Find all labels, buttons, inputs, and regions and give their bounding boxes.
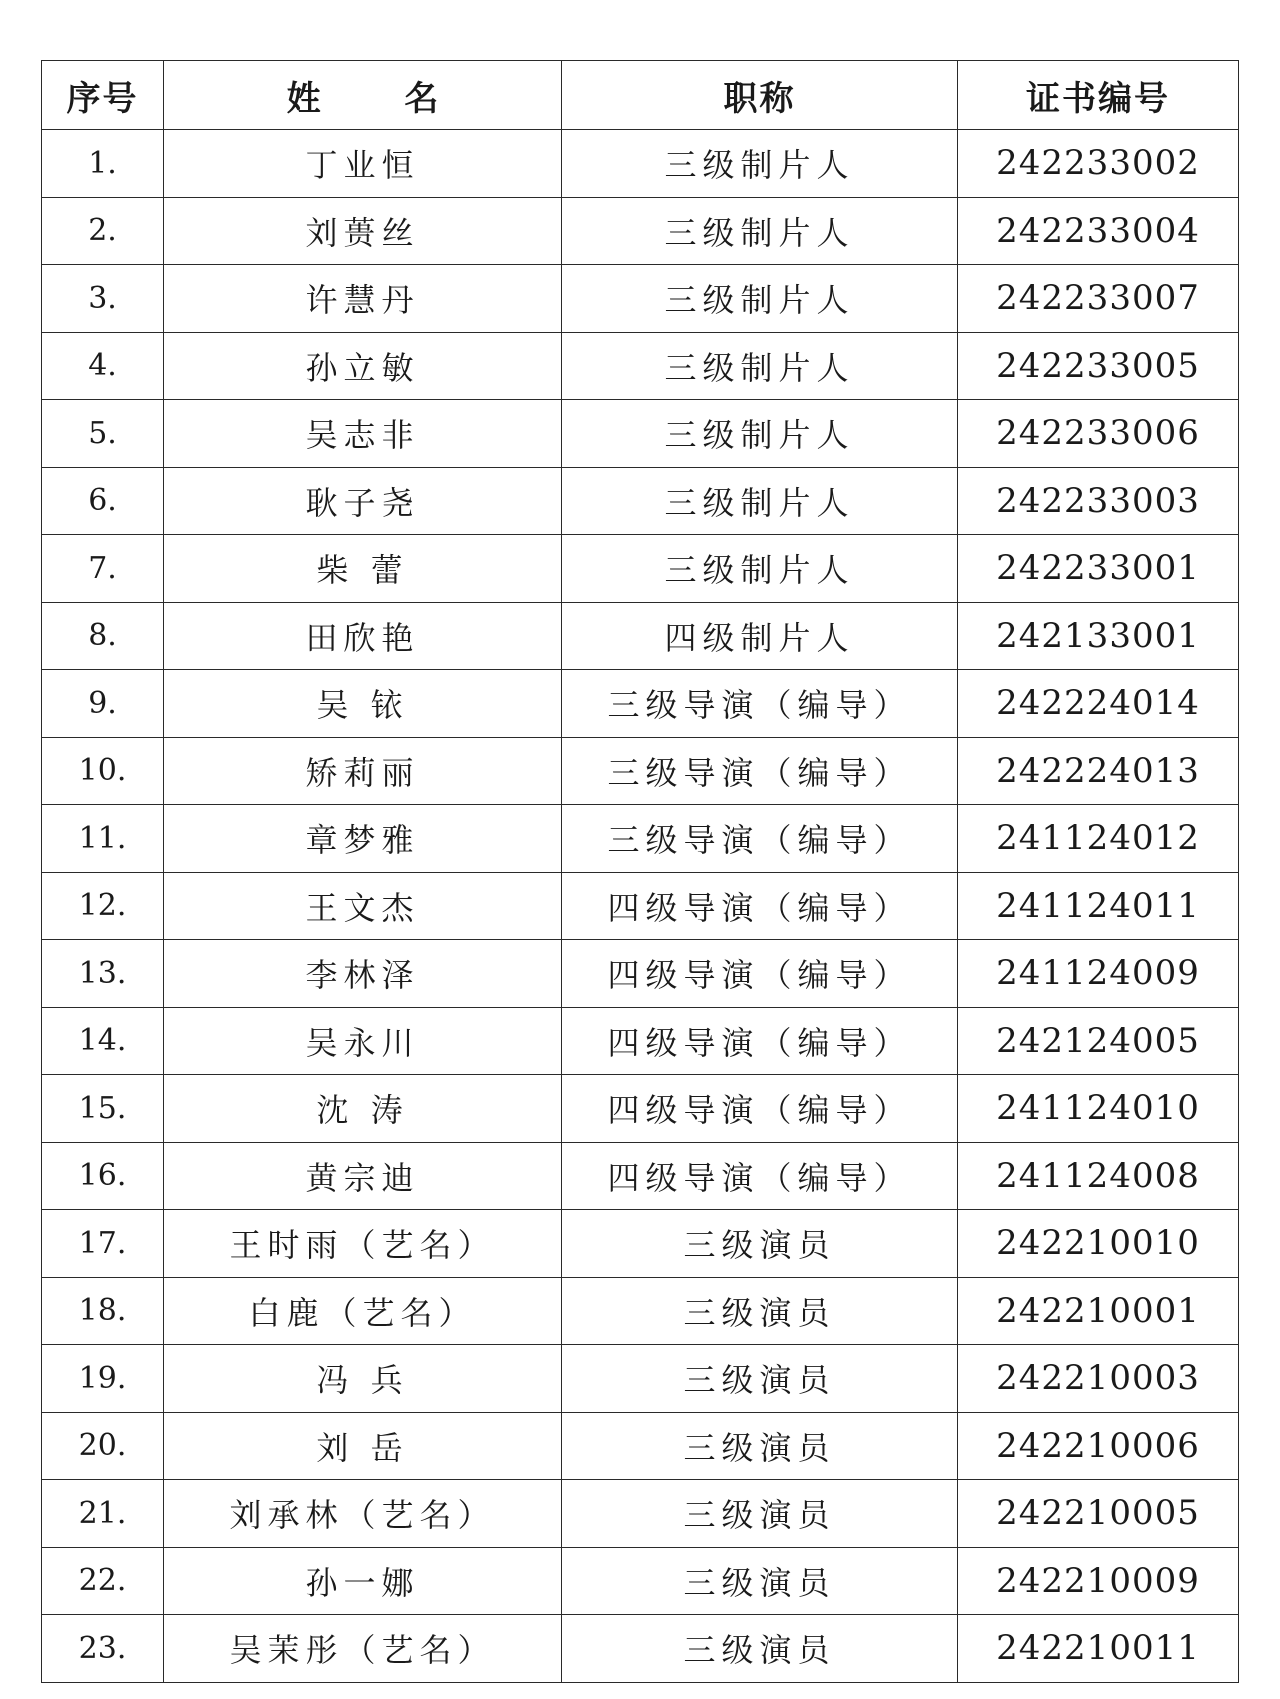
cell-seq: 23. xyxy=(42,1615,164,1683)
table-row xyxy=(42,670,1239,738)
table-row xyxy=(42,1142,1239,1210)
cell-seq: 22. xyxy=(42,1547,164,1615)
table-row xyxy=(42,1007,1239,1075)
cell-seq: 12. xyxy=(42,872,164,940)
cell-title: 三级制片人 xyxy=(562,467,958,535)
cell-title: 三级演员 xyxy=(562,1547,958,1615)
cell-cert: 242210011 xyxy=(958,1615,1239,1683)
cell-name: 田欣艳 xyxy=(164,602,562,670)
cell-seq: 5. xyxy=(42,400,164,468)
cell-seq: 18. xyxy=(42,1277,164,1345)
cell-seq: 4. xyxy=(42,332,164,400)
table-row xyxy=(42,332,1239,400)
cell-seq: 10. xyxy=(42,737,164,805)
cell-cert: 242233002 xyxy=(958,130,1239,198)
cell-cert: 242124005 xyxy=(958,1007,1239,1075)
certificate-list-sheet xyxy=(41,60,1239,1683)
cell-name: 章梦雅 xyxy=(164,805,562,873)
cell-name: 吴志非 xyxy=(164,400,562,468)
cell-name: 李林泽 xyxy=(164,940,562,1008)
table-row xyxy=(42,940,1239,1008)
table-row xyxy=(42,1547,1239,1615)
cell-seq: 20. xyxy=(42,1412,164,1480)
cell-name: 吴茉彤（艺名） xyxy=(164,1615,562,1683)
cell-title: 三级制片人 xyxy=(562,535,958,603)
cell-cert: 242233006 xyxy=(958,400,1239,468)
table-row xyxy=(42,1615,1239,1683)
cell-cert: 242210003 xyxy=(958,1345,1239,1413)
cell-cert: 241124010 xyxy=(958,1075,1239,1143)
cell-title: 三级演员 xyxy=(562,1412,958,1480)
header-cert: 证书编号 xyxy=(958,61,1239,130)
cell-seq: 17. xyxy=(42,1210,164,1278)
cell-title: 三级导演（编导） xyxy=(562,805,958,873)
cell-title: 三级演员 xyxy=(562,1615,958,1683)
cell-cert: 241124012 xyxy=(958,805,1239,873)
cell-cert: 242224013 xyxy=(958,737,1239,805)
cell-name: 孙立敏 xyxy=(164,332,562,400)
cell-seq: 13. xyxy=(42,940,164,1008)
cell-seq: 19. xyxy=(42,1345,164,1413)
table-row xyxy=(42,805,1239,873)
cell-seq: 7. xyxy=(42,535,164,603)
cell-cert: 242210006 xyxy=(958,1412,1239,1480)
cell-title: 三级演员 xyxy=(562,1345,958,1413)
table-header xyxy=(42,61,1239,130)
cell-name: 王时雨（艺名） xyxy=(164,1210,562,1278)
cell-seq: 3. xyxy=(42,265,164,333)
table-row xyxy=(42,1075,1239,1143)
table-row xyxy=(42,130,1239,198)
table-row xyxy=(42,265,1239,333)
cell-cert: 242224014 xyxy=(958,670,1239,738)
cell-name: 许慧丹 xyxy=(164,265,562,333)
cell-seq: 21. xyxy=(42,1480,164,1548)
header-name: 姓 名 xyxy=(164,61,562,130)
cell-name: 黄宗迪 xyxy=(164,1142,562,1210)
cell-title: 四级导演（编导） xyxy=(562,1075,958,1143)
cell-name: 丁业恒 xyxy=(164,130,562,198)
cell-name: 沈 涛 xyxy=(164,1075,562,1143)
cell-title: 三级导演（编导） xyxy=(562,737,958,805)
table-row xyxy=(42,872,1239,940)
cell-cert: 242233001 xyxy=(958,535,1239,603)
cell-seq: 14. xyxy=(42,1007,164,1075)
header-seq: 序号 xyxy=(42,61,164,130)
cell-name: 刘承林（艺名） xyxy=(164,1480,562,1548)
table-row xyxy=(42,1345,1239,1413)
cell-title: 四级导演（编导） xyxy=(562,940,958,1008)
cell-cert: 242210001 xyxy=(958,1277,1239,1345)
table-row xyxy=(42,400,1239,468)
table-row xyxy=(42,1480,1239,1548)
cell-name: 冯 兵 xyxy=(164,1345,562,1413)
cell-title: 三级制片人 xyxy=(562,197,958,265)
cell-name: 刘蒉丝 xyxy=(164,197,562,265)
cell-name: 矫莉丽 xyxy=(164,737,562,805)
cell-seq: 1. xyxy=(42,130,164,198)
cell-cert: 242210005 xyxy=(958,1480,1239,1548)
cell-cert: 242210010 xyxy=(958,1210,1239,1278)
cell-cert: 242210009 xyxy=(958,1547,1239,1615)
header-title: 职称 xyxy=(562,61,958,130)
cell-name: 白鹿（艺名） xyxy=(164,1277,562,1345)
table-row xyxy=(42,1277,1239,1345)
cell-cert: 242133001 xyxy=(958,602,1239,670)
table-row xyxy=(42,467,1239,535)
cell-seq: 8. xyxy=(42,602,164,670)
cell-name: 吴永川 xyxy=(164,1007,562,1075)
cell-name: 刘 岳 xyxy=(164,1412,562,1480)
cell-title: 三级演员 xyxy=(562,1277,958,1345)
table-row xyxy=(42,197,1239,265)
cell-name: 王文杰 xyxy=(164,872,562,940)
cell-title: 三级制片人 xyxy=(562,400,958,468)
cell-cert: 242233007 xyxy=(958,265,1239,333)
cell-seq: 9. xyxy=(42,670,164,738)
cell-title: 三级制片人 xyxy=(562,130,958,198)
header-row xyxy=(42,61,1239,130)
table-body xyxy=(42,130,1239,1683)
cell-seq: 15. xyxy=(42,1075,164,1143)
cell-name: 吴 铱 xyxy=(164,670,562,738)
cell-cert: 242233003 xyxy=(958,467,1239,535)
cell-name: 孙一娜 xyxy=(164,1547,562,1615)
cell-title: 四级导演（编导） xyxy=(562,872,958,940)
cell-cert: 241124008 xyxy=(958,1142,1239,1210)
cell-cert: 241124011 xyxy=(958,872,1239,940)
table-row xyxy=(42,602,1239,670)
cell-cert: 242233004 xyxy=(958,197,1239,265)
cell-seq: 11. xyxy=(42,805,164,873)
cell-cert: 242233005 xyxy=(958,332,1239,400)
cell-title: 三级演员 xyxy=(562,1210,958,1278)
cell-seq: 16. xyxy=(42,1142,164,1210)
cell-title: 四级导演（编导） xyxy=(562,1007,958,1075)
cell-title: 三级制片人 xyxy=(562,332,958,400)
cell-title: 三级演员 xyxy=(562,1480,958,1548)
cell-title: 三级制片人 xyxy=(562,265,958,333)
table-row xyxy=(42,737,1239,805)
cell-name: 柴 蕾 xyxy=(164,535,562,603)
cell-cert: 241124009 xyxy=(958,940,1239,1008)
cell-seq: 2. xyxy=(42,197,164,265)
cell-name: 耿子尧 xyxy=(164,467,562,535)
cell-title: 四级导演（编导） xyxy=(562,1142,958,1210)
cell-seq: 6. xyxy=(42,467,164,535)
cell-title: 三级导演（编导） xyxy=(562,670,958,738)
table-row xyxy=(42,1210,1239,1278)
cell-title: 四级制片人 xyxy=(562,602,958,670)
table-row xyxy=(42,535,1239,603)
table-row xyxy=(42,1412,1239,1480)
certificate-table xyxy=(41,60,1239,1683)
